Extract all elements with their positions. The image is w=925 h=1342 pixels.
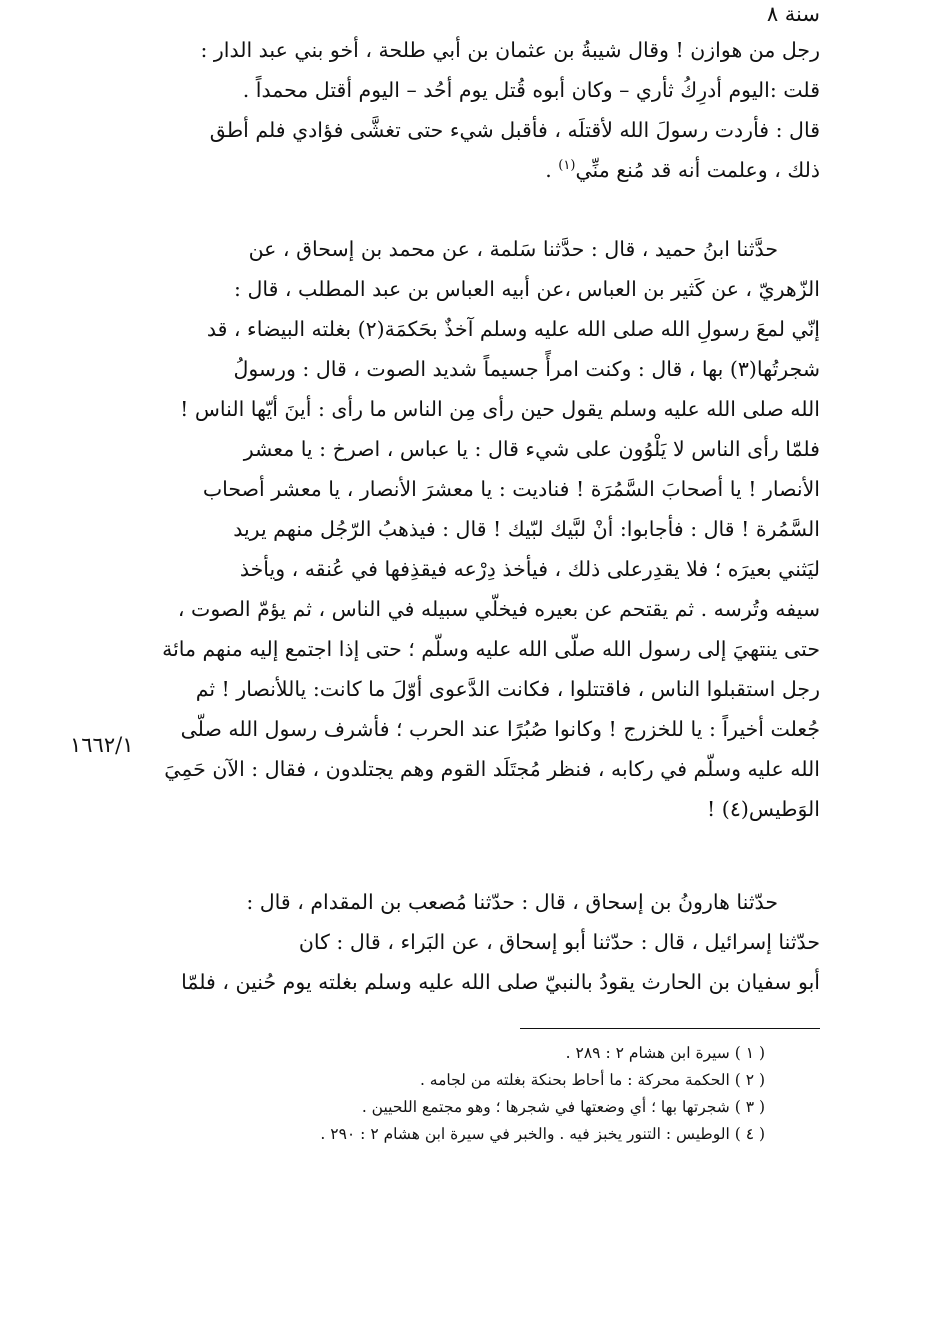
page-header: سنة ٨	[766, 2, 820, 26]
footnote-3: ( ٣ ) شجرتها بها ؛ أي وضعتها في شجرها ؛ وهو مجتمع اللحيين .	[361, 1098, 765, 1116]
text-line-content: ذلك ، وعلمت أنه قد مُنع منِّي	[575, 158, 820, 182]
text-line: الوَطيس(٤) !	[707, 797, 820, 821]
text-line: قال : فأردت رسولَ الله لأقتلَه ، فأقبل شيء حتى تغشَّى فؤادي فلم أطق	[209, 118, 820, 142]
footnote-divider	[520, 1028, 820, 1029]
footnote-1: ( ١ ) سيرة ابن هشام ٢ : ٢٨٩ .	[565, 1044, 765, 1062]
text-line: قلت :اليوم أدرِكُ ثأري – وكان أبوه قُتل يوم أحُد – اليوم أقتل محمداً .	[242, 78, 820, 102]
text-line: شجرتُها(٣) بها ، قال : وكنت امرأً جسيماً شديد الصوت ، قال : ورسولُ	[233, 357, 820, 381]
text-line: رجل من هوازن ! وقال شيبةُ بن عثمان بن أبي طلحة ، أخو بني عبد الدار :	[200, 38, 820, 62]
footnotes	[155, 1040, 765, 1148]
text-line: الزّهريّ ، عن كَثير بن العباس ،عن أبيه العباس بن عبد المطلب ، قال :	[234, 277, 820, 301]
text-line: سيفه وتُرسه . ثم يقتحم عن بعيره فيخلّي سبيله في الناس ، ثم يؤمّ الصوت ،	[177, 597, 820, 621]
text-line: رجل استقبلوا الناس ، فاقتتلوا ، فكانت الدَّعوى أوّلَ ما كانت: ياللأنصار ! ثم	[195, 677, 820, 701]
text-line: الله صلى الله عليه وسلم يقول حين رأى مِن الناس ما رأى : أينَ أيّها الناس !	[180, 397, 820, 421]
text-line: أبو سفيان بن الحارث يقودُ بالنبيّ صلى الله عليه وسلم بغلته يوم حُنين ، فلمّا	[181, 970, 820, 994]
text-line: حتى ينتهيَ إلى رسول الله صلّى الله عليه وسلّم ؛ حتى إذا اجتمع إليه منهم مائة	[162, 637, 820, 661]
text-line: إنّي لمعَ رسولِ الله صلى الله عليه وسلم آخذٌ بحَكمَة(٢) بغلته البيضاء ، قد	[206, 317, 820, 341]
paragraph-3	[155, 882, 820, 1002]
text-line: حدّثنا هارونُ بن إسحاق ، قال : حدّثنا مُصعب بن المقدام ، قال :	[246, 890, 778, 914]
footnote-ref-1: (١)	[558, 158, 576, 174]
text-line: الأنصار ! يا أصحابَ السَّمُرَة ! فناديت : يا معشرَ الأنصار ، يا معشر أصحاب	[202, 477, 820, 501]
text-line: السَّمُرة ! قال : فأجابوا: أنْ لبَّيك لبّيك ! قال : فيذهبُ الرّجُل منهم يريد	[233, 517, 820, 541]
paragraph-2	[155, 229, 820, 829]
text-line: فلمّا رأى الناس لا يَلْوُون على شيء قال : يا عباس ، اصرخ : يا معشر	[243, 437, 820, 461]
footnote-2: ( ٢ ) الحكمة محركة : ما أحاط بحنكة بغلته من لجامه .	[419, 1071, 765, 1089]
text-line: ليَثني بعيرَه ؛ فلا يقدِرعلى ذلك ، فيأخذ دِرْعه فيقذِفها في عُنقه ، ويأخذ	[239, 557, 820, 581]
text-line: الله عليه وسلّم في ركابه ، فنظر مُجتَلَد القوم وهم يجتلدون ، فقال : الآن حَمِيَ	[164, 757, 820, 781]
margin-page-note: ١٦٦٢/١	[70, 733, 134, 757]
paragraph-1	[155, 30, 820, 190]
footnote-4: ( ٤ ) الوطيس : التنور يخبز فيه . والخبر في سيرة ابن هشام ٢ : ٢٩٠ .	[320, 1125, 765, 1143]
text-line-tail: .	[545, 158, 559, 182]
text-line: جُعلت أخيراً : يا للخزرج ! وكانوا صُبُرًا عند الحرب ؛ فأشرف رسول الله صلّى	[180, 717, 820, 741]
text-line: حدَّثنا ابنُ حميد ، قال : حدَّثنا سَلمة ، عن محمد بن إسحاق ، عن	[248, 237, 778, 261]
text-line	[155, 150, 820, 190]
text-line: حدّثنا إسرائيل ، قال : حدّثنا أبو إسحاق ، عن البَراء ، قال : كان	[298, 930, 820, 954]
